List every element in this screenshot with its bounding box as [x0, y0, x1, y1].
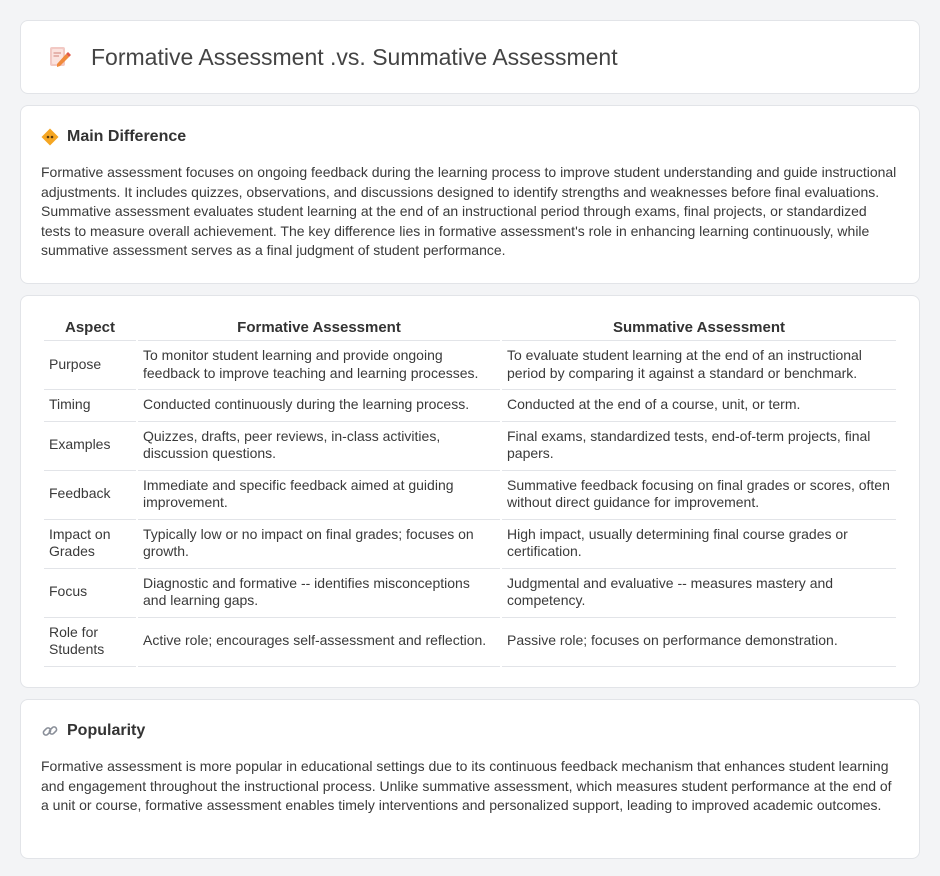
- header-formative: Formative Assessment: [138, 316, 500, 341]
- row-aspect: Focus: [44, 569, 136, 618]
- table-row: [44, 520, 896, 569]
- comparison-table-card: [20, 295, 920, 688]
- row-aspect: Feedback: [44, 471, 136, 520]
- row-formative: Typically low or no impact on final grades; focuses on growth.: [138, 520, 500, 569]
- page-title: Formative Assessment .vs. Summative Assessment: [91, 43, 618, 70]
- comparison-table: [42, 316, 898, 667]
- row-aspect: Purpose: [44, 341, 136, 390]
- popularity-title: Popularity: [67, 722, 146, 739]
- row-summative: Passive role; focuses on performance demonstration.: [502, 618, 896, 667]
- row-formative: Immediate and specific feedback aimed at guiding improvement.: [138, 471, 500, 520]
- table-header-row: [44, 316, 896, 341]
- row-summative: Final exams, standardized tests, end-of-term projects, final papers.: [502, 422, 896, 471]
- header-card: [20, 20, 920, 94]
- popularity-text: Formative assessment is more popular in educational settings due to its continuous feedback mechanism that enhances student learning and engagement throughout the instructional process. Unlike summative assessment, which measures student performance at the end of a unit or course, formative assessment enables timely interventions and personalized support, leading to improved academic outcomes.: [41, 758, 892, 814]
- row-formative: Quizzes, drafts, peer reviews, in-class activities, discussion questions.: [138, 422, 500, 471]
- row-formative: Active role; encourages self-assessment and reflection.: [138, 618, 500, 667]
- popularity-section: [20, 699, 920, 859]
- table-row: [44, 618, 896, 667]
- header-aspect: Aspect: [44, 316, 136, 341]
- main-difference-title: Main Difference: [67, 128, 187, 145]
- table-row: [44, 471, 896, 520]
- row-summative: To evaluate student learning at the end of an instructional period by comparing it against a standard or benchmark.: [502, 341, 896, 390]
- row-summative: High impact, usually determining final course grades or certification.: [502, 520, 896, 569]
- row-summative: Conducted at the end of a course, unit, or term.: [502, 390, 896, 422]
- link-icon: [41, 722, 59, 740]
- main-difference-section: [20, 105, 920, 284]
- diamond-sign-icon: [41, 128, 59, 146]
- header-summative: Summative Assessment: [502, 316, 896, 341]
- document-edit-icon: [47, 45, 71, 69]
- row-summative: Judgmental and evaluative -- measures mastery and competency.: [502, 569, 896, 618]
- table-row: [44, 422, 896, 471]
- table-row: [44, 341, 896, 390]
- row-aspect: Impact on Grades: [44, 520, 136, 569]
- main-difference-text: Formative assessment focuses on ongoing feedback during the learning process to improve student understanding and guide instructional adjustments. It includes quizzes, observations, and discussions designed to identify strengths and weaknesses before final evaluations. Summative assessment evaluates student learning at the end of an instructional period through exams, final projects, or standardized tests to measure overall achievement. The key difference lies in formative assessment's role in enhancing learning continuously, while summative assessment serves as a final judgment of student performance.: [41, 164, 897, 259]
- row-formative: Diagnostic and formative -- identifies misconceptions and learning gaps.: [138, 569, 500, 618]
- row-aspect: Role for Students: [44, 618, 136, 667]
- row-summative: Summative feedback focusing on final grades or scores, often without direct guidance for improvement.: [502, 471, 896, 520]
- table-row: [44, 569, 896, 618]
- table-row: [44, 390, 896, 422]
- row-aspect: Timing: [44, 390, 136, 422]
- row-formative: To monitor student learning and provide ongoing feedback to improve teaching and learning processes.: [138, 341, 500, 390]
- row-formative: Conducted continuously during the learning process.: [138, 390, 500, 422]
- row-aspect: Examples: [44, 422, 136, 471]
